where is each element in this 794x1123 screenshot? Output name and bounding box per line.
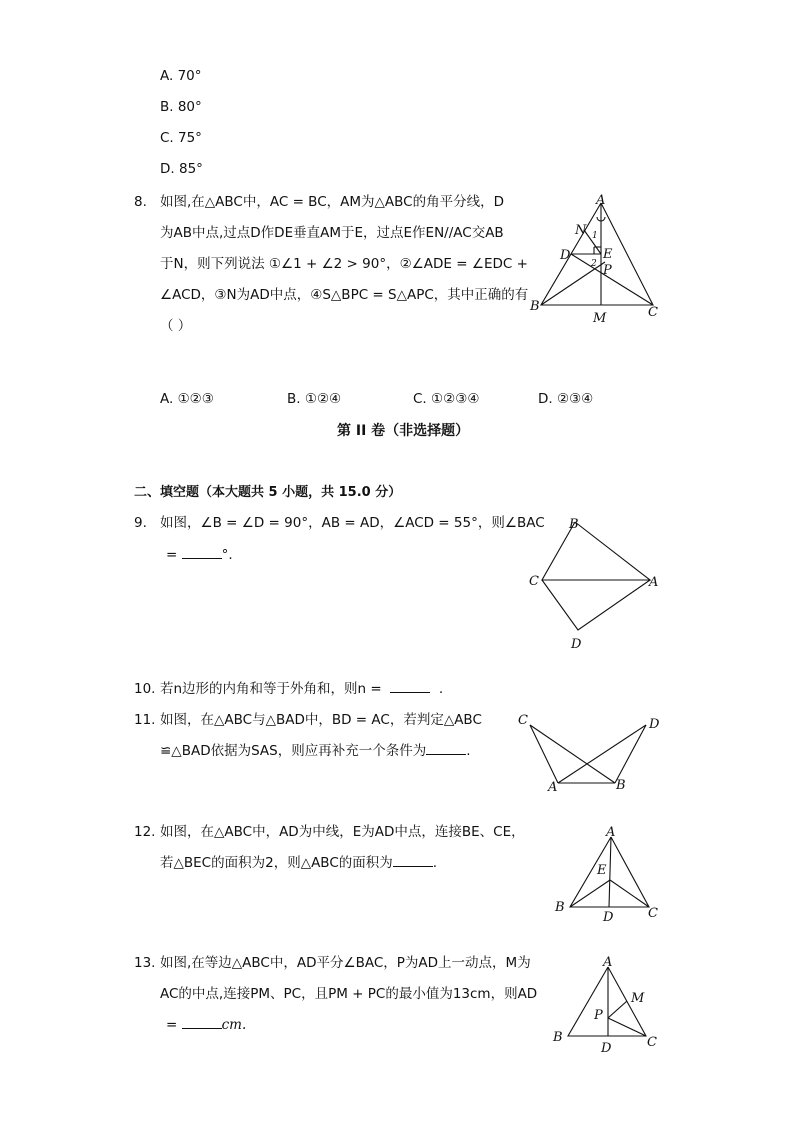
q12-answer-blank[interactable] xyxy=(393,854,433,867)
q13-figure xyxy=(548,955,668,1055)
q13-label-m: M xyxy=(631,991,645,1006)
q8-number: 8. xyxy=(134,194,147,210)
q8-option-b: B. ①②④ xyxy=(287,391,342,407)
q8-label-n: N xyxy=(575,223,587,238)
q8-figure-lines xyxy=(541,203,653,305)
q9-figure xyxy=(525,512,665,652)
q13-line-3 xyxy=(166,1016,246,1034)
q11-label-a: A xyxy=(548,780,558,795)
q8-option-a: A. ①②③ xyxy=(160,391,214,407)
q8-line-5: （ ） xyxy=(160,318,192,334)
q9-line-2 xyxy=(166,546,233,564)
q9-line-1: 如图，∠B = ∠D = 90°，AB = AD，∠ACD = 55°，则∠BAC xyxy=(160,515,545,531)
q13-number: 13. xyxy=(134,955,156,971)
q11-line-1: 如图，在△ABC与△BAD中，BD = AC，若判定△ABC xyxy=(160,712,482,728)
q8-label-m: M xyxy=(593,311,607,326)
q7-option-b: B. 80° xyxy=(160,99,202,115)
q8-label-2: 2 xyxy=(591,259,597,269)
q7-option-d: D. 85° xyxy=(160,161,203,177)
q11-figure xyxy=(515,712,665,797)
q10-number: 10. xyxy=(134,681,156,697)
q11-period: . xyxy=(466,743,471,759)
q8-line-2: 为AB中点,过点D作DE垂直AM于E，过点E作EN//AC交AB xyxy=(160,225,504,241)
q13-line-1: 如图,在等边△ABC中，AD平分∠BAC，P为AD上一动点，M为 xyxy=(160,955,531,971)
q9-figure-lines xyxy=(542,522,650,630)
q12-label-e: E xyxy=(597,863,607,878)
q11-line-2 xyxy=(160,742,471,760)
q12-line-1: 如图，在△ABC中，AD为中线，E为AD中点，连接BE、CE， xyxy=(160,824,525,840)
q8-label-e: E xyxy=(603,247,613,262)
q8-line-4: ∠ACD，③N为AD中点，④S△BPC = S△APC，其中正确的有 xyxy=(160,287,529,303)
section-2-title: 二、填空题（本大题共 5 小题，共 15.0 分） xyxy=(134,485,402,500)
q7-option-a: A. 70° xyxy=(160,68,202,84)
q13-label-a: A xyxy=(603,955,613,970)
q10-answer-blank[interactable] xyxy=(390,680,430,693)
q8-label-d: D xyxy=(560,248,571,263)
q11-label-c: C xyxy=(518,713,528,728)
q8-label-c: C xyxy=(648,305,658,320)
q12-period: . xyxy=(432,855,438,871)
q12-text: 若△BEC的面积为2，则△ABC的面积为 xyxy=(160,855,393,871)
q12-label-a: A xyxy=(606,825,616,840)
q11-figure-lines xyxy=(530,725,646,783)
q10-line xyxy=(160,680,443,698)
q9-equals: = xyxy=(166,547,178,563)
q13-label-c: C xyxy=(647,1035,657,1050)
q13-equals: = xyxy=(166,1017,178,1033)
q8-label-p: P xyxy=(603,263,612,278)
q9-degree: °. xyxy=(221,547,233,563)
q13-line-2: AC的中点,连接PM、PC，且PM + PC的最小值为13cm，则AD xyxy=(160,986,538,1002)
q9-answer-blank[interactable] xyxy=(182,546,222,559)
q8-option-c: C. ①②③④ xyxy=(413,391,480,407)
q11-label-d: D xyxy=(649,717,660,732)
q12-label-b: B xyxy=(555,900,565,915)
q9-label-b: B xyxy=(569,517,579,532)
q8-line-1: 如图,在△ABC中，AC = BC，AM为△ABC的角平分线，D xyxy=(160,194,504,210)
q11-text: ≌△BAD依据为SAS，则应再补充一个条件为 xyxy=(160,743,427,759)
q8-line-3: 于N，则下列说法 ①∠1 + ∠2 > 90°，②∠ADE = ∠EDC + xyxy=(160,256,528,272)
q8-label-a: A xyxy=(596,193,606,208)
q13-answer-blank[interactable] xyxy=(182,1016,222,1029)
q8-label-1: 1 xyxy=(592,231,598,241)
volume-2-title: 第 II 卷（非选择题） xyxy=(337,423,470,439)
q12-label-c: C xyxy=(648,906,658,921)
q9-label-a: A xyxy=(649,575,659,590)
q12-line-2 xyxy=(160,854,437,872)
q13-label-d: D xyxy=(601,1041,612,1056)
q10-period: . xyxy=(438,681,444,697)
q11-number: 11. xyxy=(134,712,156,728)
q9-label-c: C xyxy=(529,574,539,589)
q13-label-p: P xyxy=(594,1008,603,1023)
q11-label-b: B xyxy=(616,778,626,793)
q8-figure xyxy=(528,192,668,327)
q11-answer-blank[interactable] xyxy=(426,742,466,755)
q12-label-d: D xyxy=(603,910,614,925)
q12-figure xyxy=(552,823,667,928)
q8-label-b: B xyxy=(530,299,540,314)
q9-label-d: D xyxy=(571,637,582,652)
q12-figure-lines xyxy=(570,837,649,907)
q7-option-c: C. 75° xyxy=(160,130,202,146)
q9-number: 9. xyxy=(134,515,147,531)
q8-option-d: D. ②③④ xyxy=(538,391,594,407)
q10-text: 若n边形的内角和等于外角和，则n = xyxy=(160,681,382,697)
q13-unit: cm. xyxy=(221,1017,247,1033)
q12-number: 12. xyxy=(134,824,156,840)
q13-label-b: B xyxy=(553,1030,563,1045)
